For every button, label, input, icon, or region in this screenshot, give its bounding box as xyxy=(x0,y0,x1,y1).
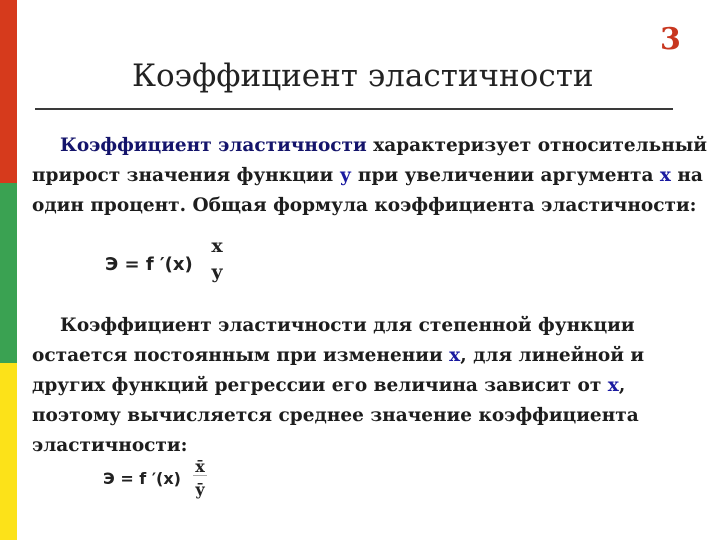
formula-lhs: Э = f ′(x) xyxy=(103,469,181,488)
paragraph-explanation xyxy=(32,311,716,461)
side-bar-yellow xyxy=(0,363,17,540)
side-bar-red xyxy=(0,0,17,183)
paragraph-text: характеризует относительный прирост значения функции xyxy=(32,135,708,186)
variable-x: х xyxy=(659,165,671,186)
fraction-numerator: x̄ xyxy=(195,457,205,476)
fraction-denominator: y xyxy=(211,261,223,283)
side-bar-green xyxy=(0,183,17,363)
paragraph-text: на один процент. Общая формула коэффициента эластичности: xyxy=(32,165,703,216)
formula-lhs: Э = f ′(x) xyxy=(105,254,193,275)
paragraph-text: , для линейной и других функций регрессии его величина зависит от xyxy=(32,345,645,396)
variable-y: у xyxy=(339,165,352,186)
formula-fraction xyxy=(191,457,209,500)
fraction-denominator: ȳ xyxy=(195,480,205,499)
slide-number: 3 xyxy=(660,22,681,57)
title-divider xyxy=(35,108,673,110)
paragraph-text: Коэффициент эластичности для степенной функции остается постоянным при изменении xyxy=(32,315,635,366)
paragraph-text: , поэтому вычисляется среднее значение коэффициента эластичности: xyxy=(32,375,639,456)
slide-title: Коэффициент эластичности xyxy=(132,58,594,94)
fraction-numerator: x xyxy=(211,235,223,257)
paragraph-text: при увеличении аргумента xyxy=(351,165,660,186)
variable-x: х xyxy=(607,375,619,396)
formula-fraction xyxy=(207,236,227,282)
term-highlight: Коэффициент эластичности xyxy=(60,135,367,156)
variable-x: х xyxy=(449,345,461,366)
paragraph-definition xyxy=(32,131,716,221)
